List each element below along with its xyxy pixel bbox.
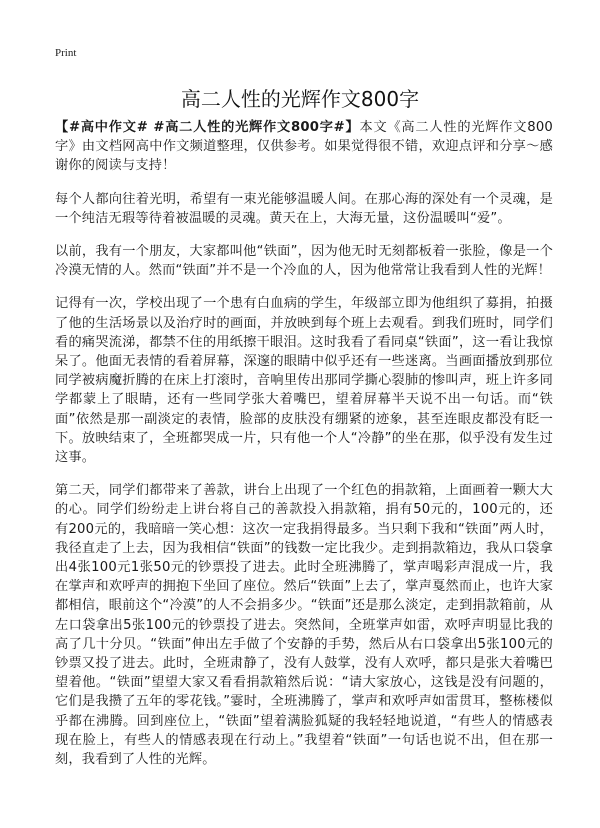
print-label[interactable]: Print <box>55 47 77 59</box>
article-tags: 【#高中作文# #高二人性的光辉作文800字#】 <box>55 120 360 135</box>
article-body <box>55 118 553 783</box>
paragraph-3: 记得有一次，学校出现了一个患有白血病的学生，年级部立即为他组织了募捐，拍摄了他的生活场景以及治疗时的画面，并放映到每个班上去观看。到我们班时，同学们看的痛哭流涕，都禁不住的用纸擦干眼泪。这时我看了看同桌“铁面”，这一看让我惊呆了。他面无表情的看着屏幕，深邃的眼睛中似乎还有一些迷离。当画面播放到那位同学被病魔折腾的在床上打滚时，音响里传出那同学撕心裂肺的惨叫声，班上许多同学都蒙上了眼睛，还有一些同学张大着嘴巴，望着屏幕半天说不出一句话。而“铁面”依然是那一副淡定的表情，脸部的皮肤没有绷紧的迹象，甚至连眼皮都没有眨一下。放映结束了，全班都哭成一片，只有他一个人“冷静”的坐在那，似乎没有发生过这事。 <box>55 296 553 466</box>
intro-text: 本文《高二人性的光辉作文800字》由文档网高中作文频道整理，仅供参考。如果觉得很不错，欢迎点评和分享～感谢你的阅读与支持！ <box>55 120 553 174</box>
paragraph-4: 第二天，同学们都带来了善款，讲台上出现了一个红色的捐款箱，上面画着一颗大大的心。同学们纷纷走上讲台将自己的善款投入捐款箱，捐有50元的，100元的，还有200元的，我暗暗一笑心想：这次一定我捐得最多。当只剩下我和“铁面”两人时，我径直走了上去，因为我相信“铁面”的钱数一定比我少。走到捐款箱边，我从口袋拿出4张100元1张50元的钞票投了进去。此时全班沸腾了，掌声喝彩声混成一片，我在掌声和欢呼声的拥抱下坐回了座位。然后“铁面”上去了，掌声戛然而止，也许大家都相信，眼前这个“冷漠”的人不会捐多少。“铁面”还是那么淡定，走到捐款箱前，从左口袋拿出5张100元的钞票投了进去。突然间，全班掌声如雷，欢呼声明显比我的高了几十分贝。“铁面”伸出左手做了个安静的手势，然后从右口袋拿出5张100元的钞票又投了进去。此时，全班肃静了，没有人鼓掌，没有人欢呼，都只是张大着嘴巴望着他。“铁面”望望大家又看看捐款箱然后说：“请大家放心，这钱是没有问题的，它们是我攒了五年的零花钱。”霎时，全班沸腾了，掌声和欢呼声如雷贯耳，整栋楼似乎都在沸腾。回到座位上，“铁面”望着满脸狐疑的我轻轻地说道，“有些人的情感表现在脸上，有些人的情感表现在行动上。”我望着“铁面”一句话也说不出，但在那一刻，我看到了人性的光辉。 <box>55 483 553 768</box>
paragraph-2: 以前，我有一个朋友，大家都叫他“铁面”，因为他无时无刻都板着一张脸，像是一个冷漠无情的人。然而“铁面”并不是一个冷血的人，因为他常常让我看到人性的光辉！ <box>55 244 553 279</box>
paragraph-1: 每个人都向往着光明，希望有一束光能够温暖人间。在那心海的深处有一个灵魂，是一个纯洁无瑕等待着被温暖的灵魂。黄天在上，大海无量，这份温暖叫“爱”。 <box>55 191 553 226</box>
intro-paragraph <box>55 118 553 176</box>
document-title: 高二人性的光辉作文800字 <box>180 87 420 111</box>
